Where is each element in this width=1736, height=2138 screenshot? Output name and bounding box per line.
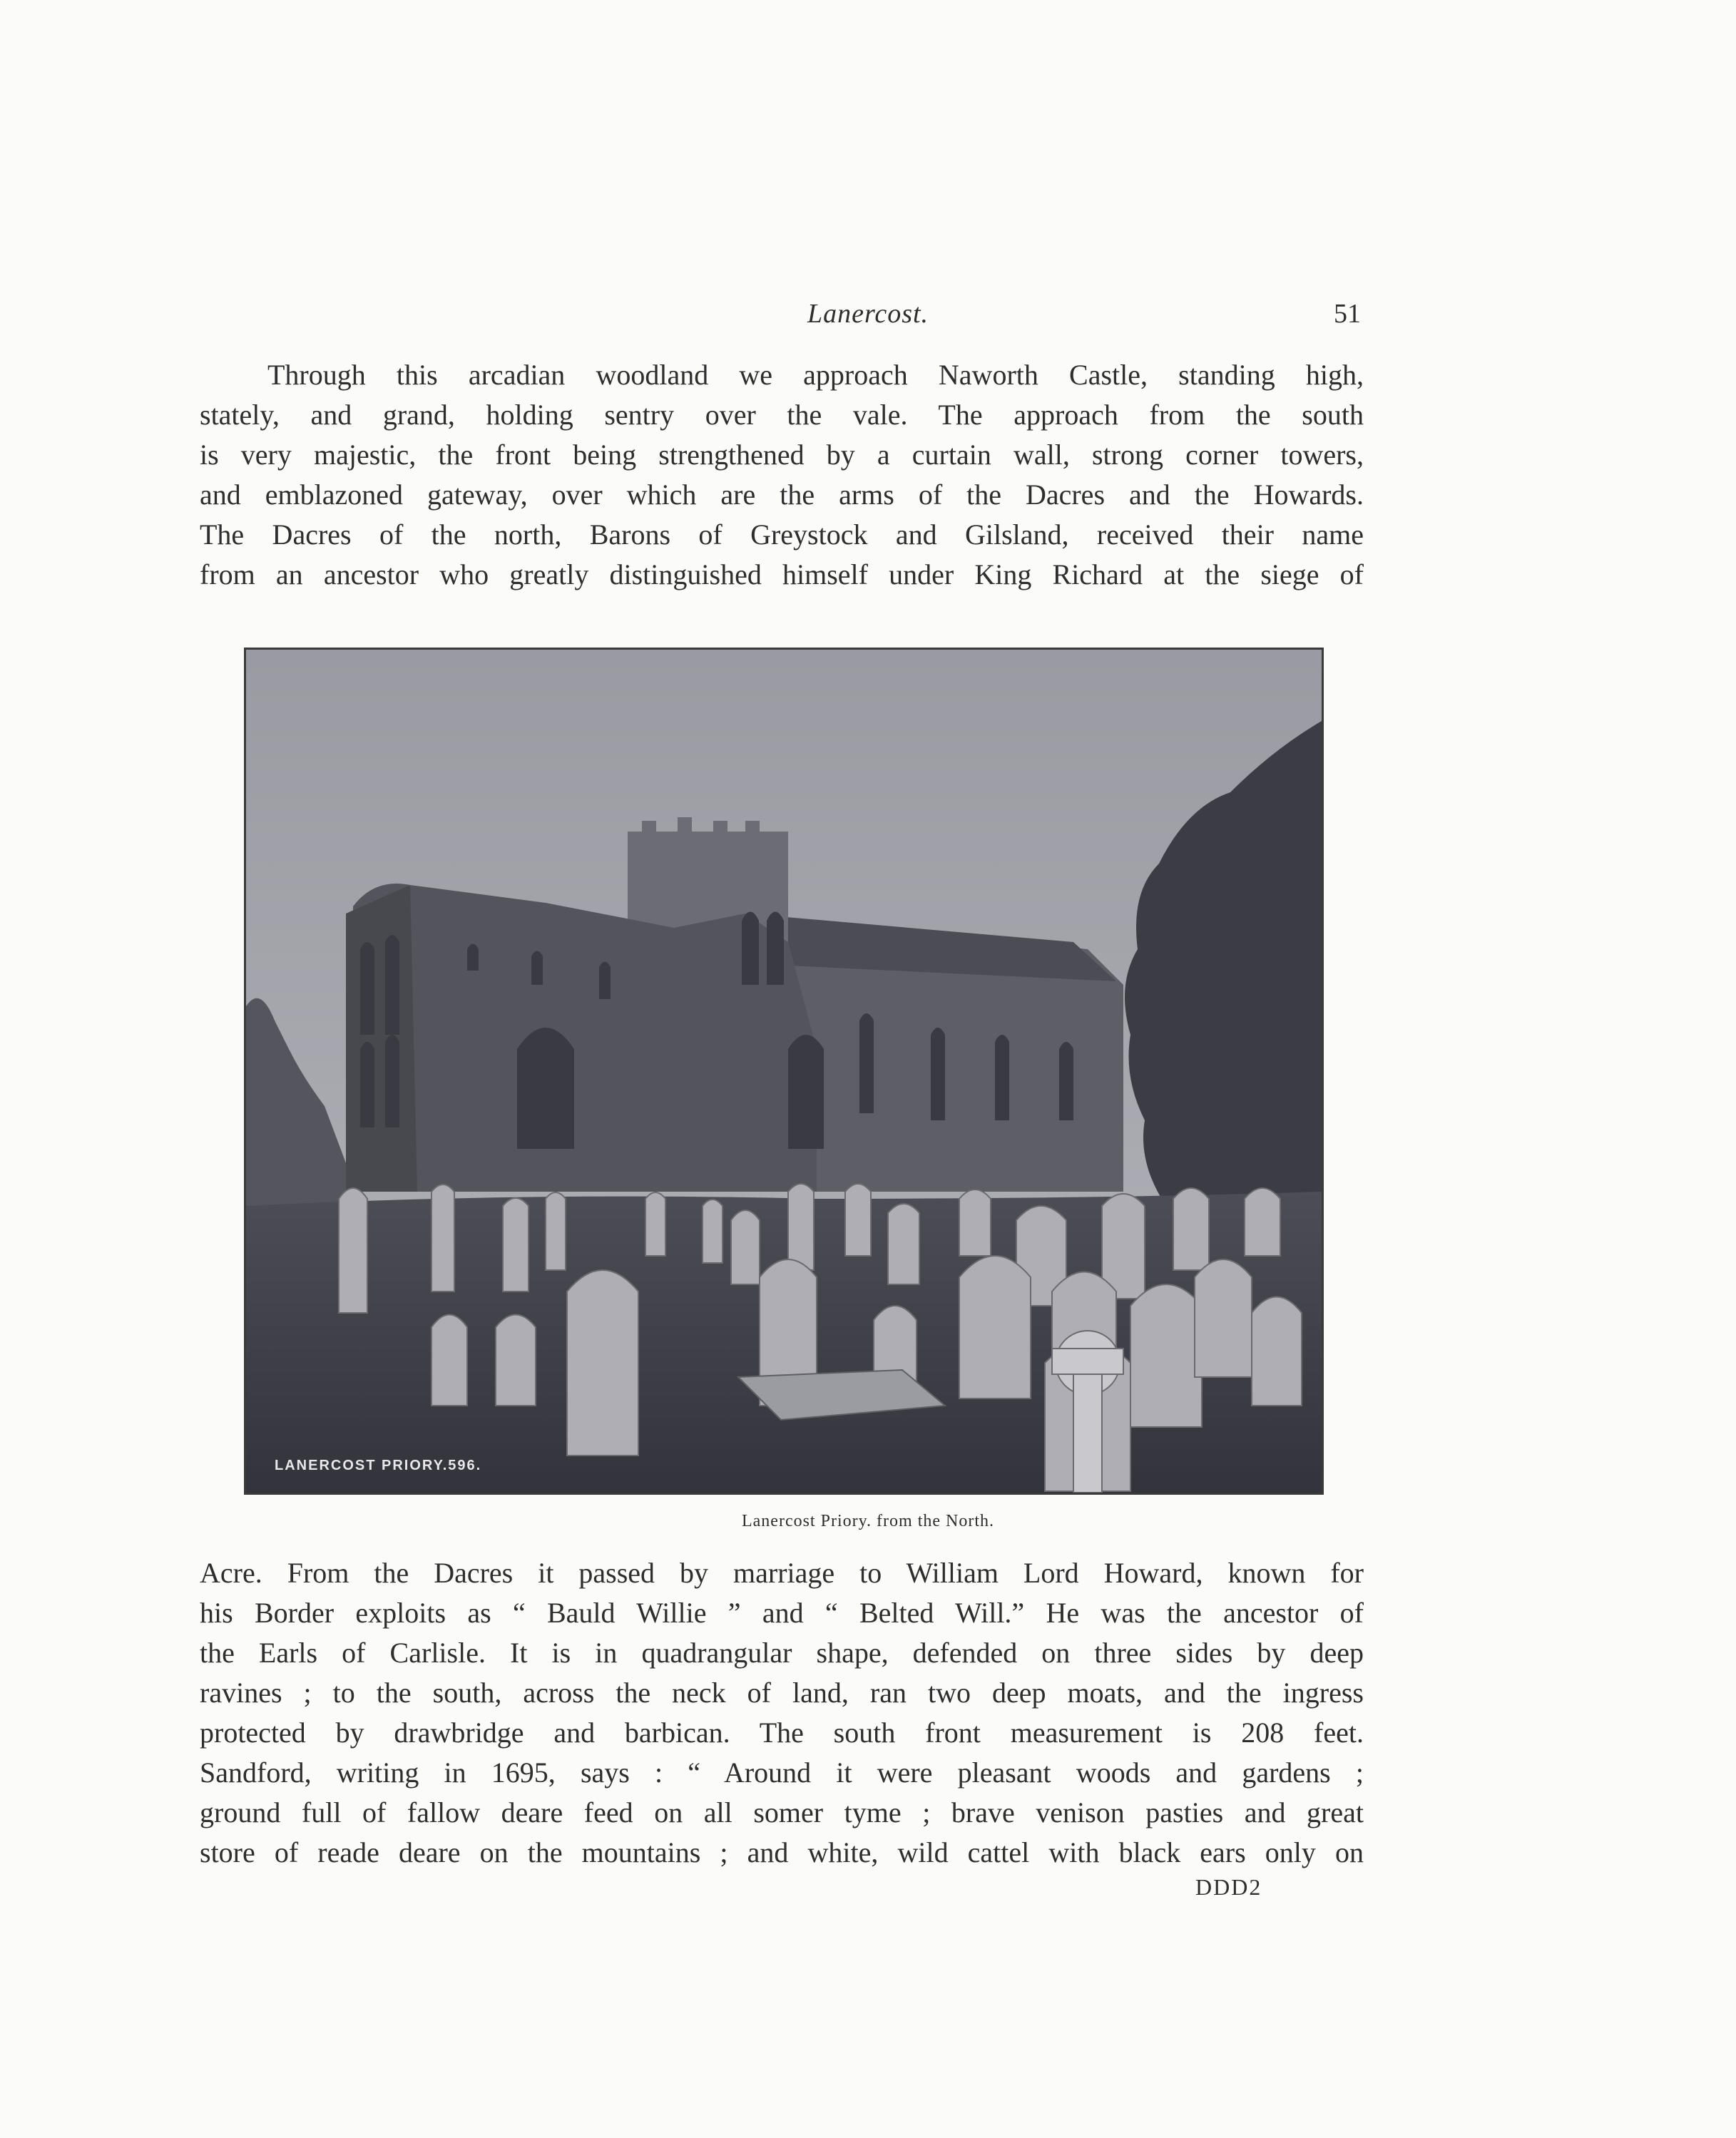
paragraph-line: stately, and grand, holding sentry over the vale. The approach from the south <box>200 399 1364 431</box>
figure-caption: Lanercost Priory. from the North. <box>741 1512 995 1530</box>
plate-label: LANERCOST PRIORY.596. <box>275 1458 482 1473</box>
paragraph-line: his Border exploits as “ Bauld Willie ” and “ Belted Will.” He was the ancestor of <box>200 1597 1364 1629</box>
paragraph-line: Acre. From the Dacres it passed by marriage to William Lord Howard, known for <box>200 1557 1364 1589</box>
paragraph-line: from an ancestor who greatly distinguished himself under King Richard at the siege of <box>200 558 1364 590</box>
paragraph-line: ravines ; to the south, across the neck of land, ran two deep moats, and the ingress <box>200 1677 1364 1709</box>
signature-mark: DDD2 <box>1195 1874 1262 1900</box>
paragraph-line: the Earls of Carlisle. It is in quadrangular shape, defended on three sides by deep <box>200 1637 1364 1669</box>
paragraph-line: Through this arcadian woodland we approach Naworth Castle, standing high, <box>267 359 1364 391</box>
west-front <box>346 885 417 1192</box>
priory-photograph <box>244 648 1324 1495</box>
paragraph-2 <box>200 1553 1364 1873</box>
paragraph-line: The Dacres of the north, Barons of Greystock and Gilsland, received their name <box>200 518 1364 551</box>
paragraph-line: and emblazoned gateway, over which are the arms of the Dacres and the Howards. <box>200 479 1364 511</box>
page-number: 51 <box>1334 299 1361 329</box>
paragraph-line: is very majestic, the front being strengthened by a curtain wall, strong corner towers, <box>200 439 1364 471</box>
paragraph-line: protected by drawbridge and barbican. The south front measurement is 208 feet. <box>200 1717 1364 1749</box>
paragraph-line: Sandford, writing in 1695, says : “ Around it were pleasant woods and gardens ; <box>200 1756 1364 1789</box>
paragraph-line: ground full of fallow deare feed on all somer tyme ; brave venison pasties and great <box>200 1796 1364 1828</box>
paragraph-1 <box>200 355 1364 595</box>
paragraph-line: store of reade deare on the mountains ; and white, wild cattel with black ears only on <box>200 1836 1364 1868</box>
running-title: Lanercost. <box>807 299 929 329</box>
